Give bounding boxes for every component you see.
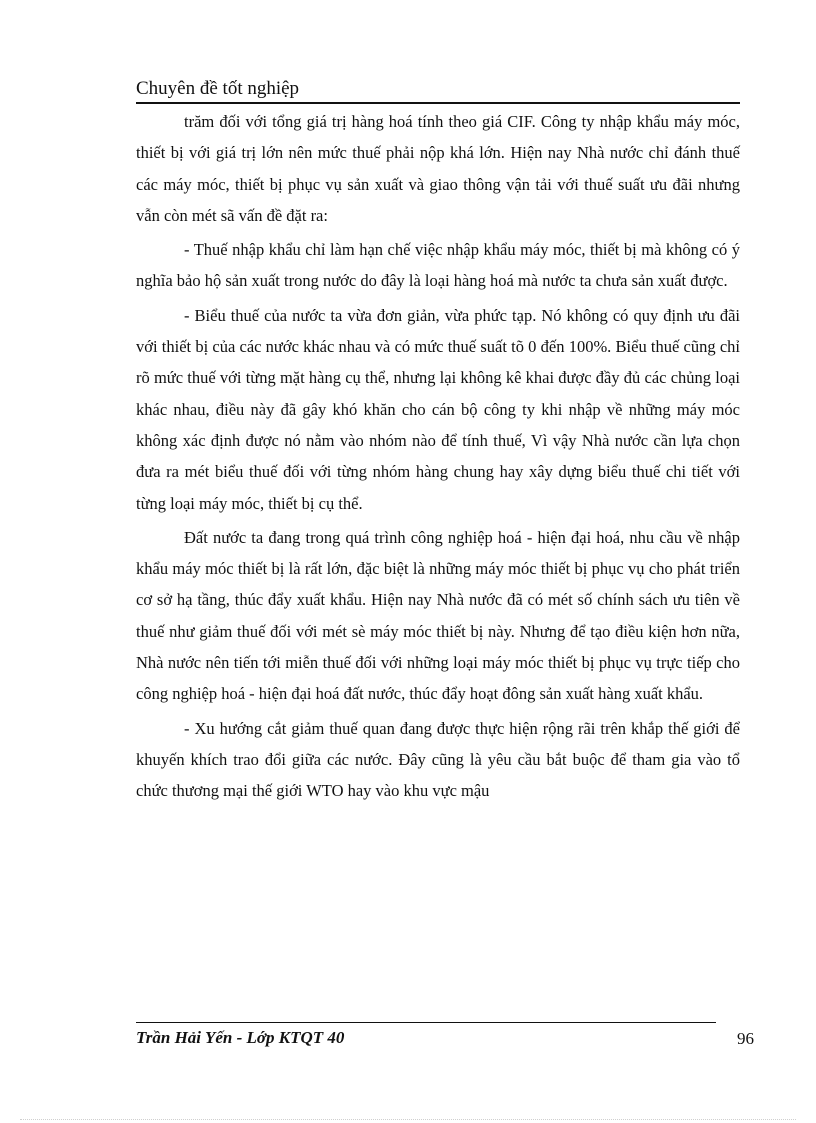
page-number: 96 (737, 1029, 754, 1048)
page-bottom-border (20, 1119, 796, 1120)
paragraph: trăm đối với tổng giá trị hàng hoá tính theo giá CIF. Công ty nhập khẩu máy móc, thiết bị với giá trị lớn nên mức thuế phải nộp khá lớn. Hiện nay Nhà nước chỉ đánh thuế các máy móc, thiết bị phục vụ sản xuất và giao thông vận tải với thuế suất ưu đãi nhưng vẫn còn mét sã vấn đề đặt ra: (136, 112, 740, 225)
footer-author: Trần Hải Yến - Lớp KTQT 40 (136, 1028, 345, 1047)
page-header (136, 76, 740, 104)
paragraph: Đất nước ta đang trong quá trình công nghiệp hoá - hiện đại hoá, nhu cầu về nhập khẩu máy móc thiết bị là rất lớn, đặc biệt là những máy móc thiết bị phục vụ cho phát triển cơ sở hạ tầng, thúc đẩy xuất khẩu. Hiện nay Nhà nước đã có mét số chính sách ưu tiên về thuế như giảm thuế đối với mét sè máy móc thiết bị này. Nhưng để tạo điều kiện hơn nữa, Nhà nước nên tiến tới miễn thuế đối với những loại máy móc thiết bị phục vụ trực tiếp cho công nghiệp hoá - hiện đại hoá đất nước, thúc đẩy hoạt đông sản xuất hàng xuất khẩu. (136, 527, 740, 704)
footer-divider (136, 1022, 716, 1023)
paragraph: - Thuế nhập khẩu chỉ làm hạn chế việc nhập khẩu máy móc, thiết bị mà không có ý nghĩa bảo hộ sản xuất trong nước do đây là loại hàng hoá mà nước ta chưa sản xuất được. (136, 240, 740, 291)
document-body (136, 106, 740, 810)
header-title: Chuyên đề tốt nghiệp (136, 78, 300, 99)
paragraph: - Biểu thuế của nước ta vừa đơn giản, vừa phức tạp. Nó không có quy định ưu đãi với thiết bị của các nước khác nhau và có mức thuế suất tõ 0 đến 100%. Biểu thuế cũng chỉ rõ mức thuế với từng mặt hàng cụ thể, nhưng lại không kê khai được đầy đủ các chủng loại khác nhau, điều này đã gây khó khăn cho cán bộ công ty khi nhập về những máy móc không xác định được nó nằm vào nhóm nào để tính thuế, Vì vậy Nhà nước cần lựa chọn đưa ra mét biểu thuế đối với từng nhóm hàng chung hay xây dựng biểu thuế chi tiết với từng loại máy móc, thiết bị cụ thể. (136, 305, 740, 513)
paragraph: - Xu hướng cắt giảm thuế quan đang được thực hiện rộng rãi trên khắp thế giới để khuyến khích trao đổi giữa các nước. Đây cũng là yêu cầu bắt buộc để tham gia vào tổ chức thương mại thế giới WTO hay vào khu vực mậu (136, 718, 740, 801)
